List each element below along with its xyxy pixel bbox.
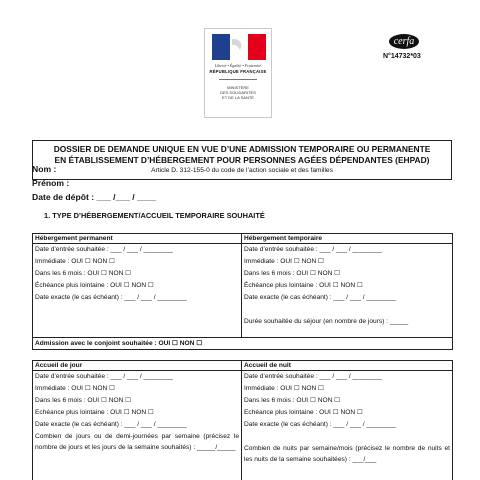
- temporaire-immediate[interactable]: Immédiate : OUI ☐ NON ☐: [244, 258, 324, 265]
- jour-six-mois[interactable]: Dans les 6 mois : OUI ☐ NON ☐: [35, 397, 132, 404]
- nuit-combien[interactable]: Combien de nuits par semaine/mois (précisez le nombre de nuits et les nuits de la semaine souhaitées) : ___/___: [244, 445, 450, 463]
- logo-ministry: MINISTÈRE DES SOLIDARITÉS ET DE LA SANTÉ: [220, 85, 256, 100]
- jour-date-exacte[interactable]: Date exacte (le cas échéant) : ___ / ___ / ________: [35, 421, 187, 428]
- marianne-emblem-icon: [212, 34, 266, 60]
- permanent-echeance[interactable]: Échéance plus lointaine : OUI ☐ NON ☐: [35, 282, 154, 289]
- logo-motto: Liberté • Égalité • Fraternité: [214, 63, 262, 68]
- jour-date-entree[interactable]: Date d’entrée souhaitée : ___ / ___ / ________: [35, 373, 173, 380]
- form-number: N°14732*03: [383, 53, 421, 60]
- temporaire-duree[interactable]: Durée souhaitée du séjour (en nombre de jours) : _____: [244, 318, 409, 325]
- temporaire-echeance[interactable]: Échéance plus lointaine : OUI ☐ NON ☐: [244, 282, 363, 289]
- accueil-jour-header: Accueil de jour: [33, 361, 242, 371]
- hebergement-temporaire-cell: [242, 244, 453, 338]
- permanent-date-exacte[interactable]: Date exacte (le cas échéant) : ___ / ___ / ________: [35, 294, 187, 301]
- flag-red-band: [248, 34, 266, 60]
- jour-combien[interactable]: Combien de jours ou de demi-journées par semaine (précisez le nombre de jours et les jours de la semaine souhaités) : _____/_____: [35, 433, 239, 451]
- temporaire-date-entree[interactable]: Date d’entrée souhaitée : ___ / ___ / ________: [244, 246, 382, 253]
- nuit-date-exacte[interactable]: Date exacte (le cas échéant) : ___ / ___ / ________: [244, 421, 396, 428]
- temporaire-six-mois[interactable]: Dans les 6 mois : OUI ☐ NON ☐: [244, 270, 341, 277]
- nuit-date-entree[interactable]: Date d’entrée souhaitée : ___ / ___ / ________: [244, 373, 382, 380]
- accueil-nuit-header: Accueil de nuit: [242, 361, 453, 371]
- accueil-table: [32, 360, 453, 480]
- conjoint-row[interactable]: Admission avec le conjoint souhaitée : OUI ☐ NON ☐: [33, 338, 453, 350]
- permanent-date-entree[interactable]: Date d’entrée souhaitée : ___ / ___ / ________: [35, 246, 173, 253]
- hebergement-table: [32, 233, 453, 350]
- section-1-title: 1. TYPE D’HÉBERGEMENT/ACCUEIL TEMPORAIRE SOUHAITÉ: [44, 211, 265, 220]
- temporaire-date-exacte[interactable]: Date exacte (le cas échéant) : ___ / ___ / ________: [244, 294, 396, 301]
- jour-echeance[interactable]: Echéance plus lointaine : OUI ☐ NON ☐: [35, 409, 154, 416]
- title-line-1: DOSSIER DE DEMANDE UNIQUE EN VUE D’UNE ADMISSION TEMPORAIRE OU PERMANENTE: [53, 144, 431, 154]
- republique-francaise-logo: [204, 28, 272, 118]
- document-title-box: [32, 140, 452, 180]
- date-depot-field[interactable]: Date de dépôt : ___ /___ / ____: [32, 192, 157, 202]
- flag-blue-band: [212, 34, 230, 60]
- nuit-six-mois[interactable]: Dans les 6 mois : OUI ☐ NON ☐: [244, 397, 341, 404]
- logo-divider: [219, 79, 257, 80]
- hebergement-temporaire-header: Hébergement temporaire: [242, 234, 453, 244]
- jour-immediate[interactable]: Immédiate : OUI ☐ NON ☐: [35, 385, 115, 392]
- hebergement-permanent-cell: [33, 244, 242, 338]
- nuit-spacer: [244, 431, 450, 443]
- permanent-immediate[interactable]: Immédiate : OUI ☐ NON ☐: [35, 258, 115, 265]
- prenom-field[interactable]: Prénom :: [32, 178, 70, 188]
- logo-country: RÉPUBLIQUE FRANÇAISE: [209, 69, 267, 74]
- temporaire-spacer: [244, 304, 450, 316]
- accueil-nuit-cell: [242, 371, 453, 480]
- title-subtitle: Article D. 312-155-0 du code de l’action sociale et des familles: [151, 167, 333, 174]
- cerfa-logo: cerfa: [389, 34, 419, 49]
- nom-field[interactable]: Nom :: [32, 164, 57, 174]
- permanent-six-mois[interactable]: Dans les 6 mois : OUI ☐ NON ☐: [35, 270, 132, 277]
- nuit-echeance[interactable]: Echéance plus lointaine : OUI ☐ NON ☐: [244, 409, 363, 416]
- nuit-immediate[interactable]: Immédiate : OUI ☐ NON ☐: [244, 385, 324, 392]
- accueil-jour-cell: [33, 371, 242, 480]
- title-line-2: EN ÉTABLISSEMENT D’HÉBERGEMENT POUR PERSONNES AGÉES DÉPENDANTES (EHPAD): [54, 155, 430, 165]
- hebergement-permanent-header: Hébergement permanent: [33, 234, 242, 244]
